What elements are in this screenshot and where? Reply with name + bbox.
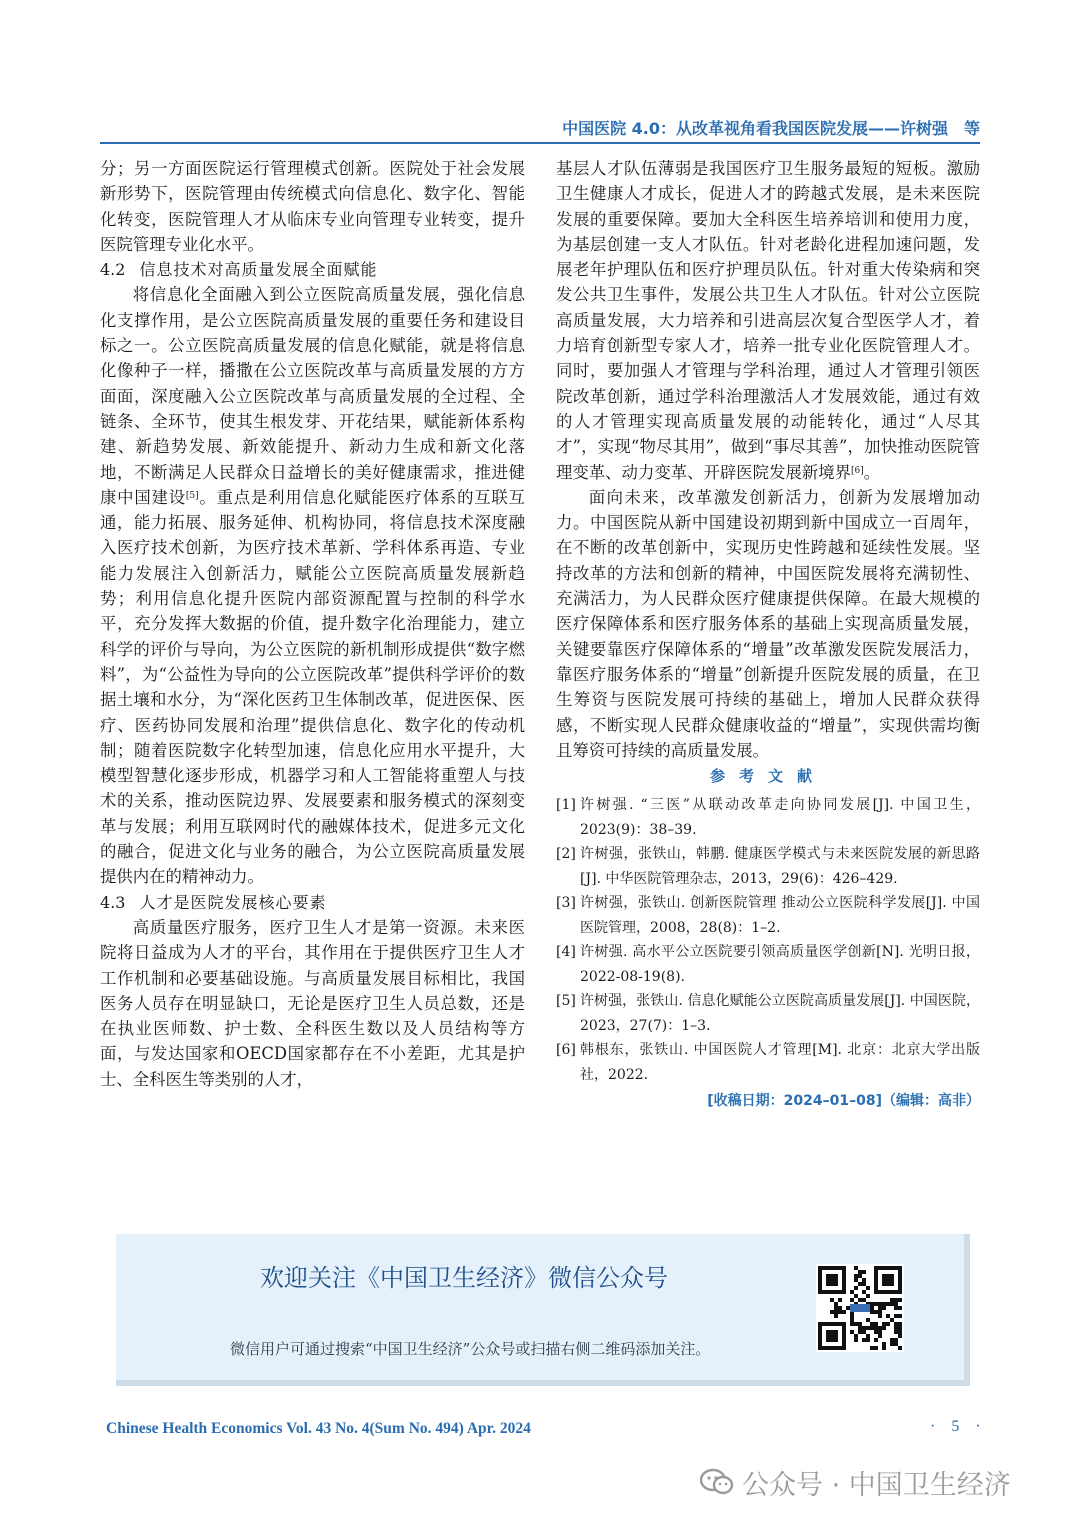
- reference-number: [3]: [556, 895, 576, 912]
- reference-item: [556, 891, 980, 940]
- reference-text: 许树强，张铁山. 创新医院管理 推动公立医院科学发展[J]. 中国医院管理，2008，28(8)：1–2.: [580, 895, 980, 936]
- reference-number: [6]: [556, 1042, 576, 1059]
- reference-text: 许树强，张铁山. 信息化赋能公立医院高质量发展[J]. 中国医院，2023，27(7)：1–3.: [580, 993, 980, 1034]
- wechat-promo-box: [116, 1234, 970, 1386]
- right-column: [556, 156, 980, 1113]
- reference-text: 许树强，张铁山，韩鹏. 健康医学模式与未来医院发展的新思路[J]. 中华医院管理杂志，2013，29(6)：426–429.: [580, 846, 980, 887]
- reference-text: 许树强. “三医”从联动改革走向协同发展[J]. 中国卫生，2023(9)：38–39.: [580, 797, 980, 838]
- paragraph-text: 。重点是利用信息化赋能医疗体系的互联互通，能力拓展、服务延伸、机构协同，将信息技术深度融入医疗技术创新，为医疗技术革新、学科体系再造、专业能力发展注入创新活力，赋能公立医院高质量发展新趋势；利用信息化提升医院内部资源配置与控制的科学水平，充分发挥大数据的价值，提升数字化治理能力，建立科学的评价与导向，为公立医院的新机制形成提供“数字燃料”，为“公益性为导向的公立医院改革”提供科学评价的数据土壤和水分，为“深化医药卫生体制改革，促进医保、医疗、医药协同发展和治理”提供信息化、数字化的传动机制；随着医院数字化转型加速，信息化应用水平提升，大模型智慧化逐步形成，机器学习和人工智能将重塑人与技术的关系，推动医院边界、发展要素和服务模式的深刻变革与发展；利用互联网时代的融媒体技术，促进多元文化的融合，促进文化与业务的融合，为公立医院高质量发展提供内在的精神动力。: [100, 487, 526, 887]
- reference-item: [556, 989, 980, 1038]
- reference-item: [556, 940, 980, 989]
- reference-text: 韩根东，张铁山. 中国医院人才管理[M]. 北京：北京大学出版社，2022.: [580, 1042, 980, 1083]
- citation-ref[interactable]: [5]: [185, 490, 199, 501]
- section-number: 4.2: [100, 260, 126, 280]
- footer-journal-info: Chinese Health Economics Vol. 43 No. 4(Sum No. 494) Apr. 2024: [106, 1420, 531, 1437]
- paragraph: [556, 156, 980, 485]
- qr-code-icon[interactable]: [816, 1264, 904, 1352]
- section-number: 4.3: [100, 892, 126, 912]
- paragraph-text: 将信息化全面融入到公立医院高质量发展，强化信息化支撑作用，是公立医院高质量发展的重要任务和建设目标之一。公立医院高质量发展的信息化赋能，就是将信息化像种子一样，播撒在公立医院改革与高质量发展的方方面面，深度融入公立医院改革与高质量发展的全过程、全链条、全环节，使其生根发芽、开花结果，赋能新体系构建、新趋势发展、新效能提升、新动力生成和新文化落地，不断满足人民群众日益增长的美好健康需求，推进健康中国建设: [100, 285, 525, 507]
- section-title: 人才是医院发展核心要素: [139, 892, 327, 912]
- paragraph: 面向未来，改革激发创新活力，创新为发展增加动力。中国医院从新中国建设初期到新中国成立一百周年，在不断的改革创新中，实现历史性跨越和延续性发展。坚持改革的方法和创新的精神，中国医院发展将充满韧性、充满活力，为人民群众医疗健康提供保障。在最大规模的医疗保障体系和医疗服务体系的基础上实现高质量发展，关键要靠医疗保障体系的“增量”改革激发医院发展活力，靠医疗服务体系的“增量”创新提升医院发展的质量，在卫生筹资与医院发展可持续的基础上，增加人民群众获得感，不断实现人民群众健康收益的“增量”，实现供需均衡且筹资可持续的高质量发展。: [556, 487, 980, 760]
- section-title: 信息技术对高质量发展全面赋能: [139, 260, 378, 280]
- watermark-text: 公众号 · 中国卫生经济: [742, 1469, 1011, 1501]
- paragraph: 高质量医疗服务，医疗卫生人才是第一资源。未来医院将日益成为人才的平台，其作用在于提供医疗卫生人才工作机制和必要基础设施。与高质量发展目标相比，我国医务人员存在明显缺口，无论是医疗卫生人员总数，还是在执业医师数、护士数、全科医生数以及人员结构等方面，与发达国家和OECD国家都存在不小差距，尤其是护士、全科医生等类别的人才，: [100, 917, 525, 1089]
- reference-text: 许树强. 高水平公立医院要引领高质量医学创新[N]. 光明日报，2022-08-19(8).: [580, 944, 980, 985]
- reference-number: [2]: [556, 846, 576, 863]
- left-column: [100, 156, 525, 1092]
- running-head: 中国医院 4.0：从改革视角看我国医院发展——许树强 等: [562, 119, 980, 138]
- header-rule: [100, 142, 980, 144]
- reference-list: [556, 793, 980, 1087]
- wechat-promo-title: 欢迎关注《中国卫生经济》微信公众号: [260, 1264, 668, 1292]
- references-title: 参考文献: [709, 767, 826, 786]
- reference-number: [1]: [556, 797, 576, 814]
- watermark: [700, 1462, 1011, 1502]
- received-date: [收稿日期：2024–01–08]（编辑：高非）: [707, 1093, 980, 1110]
- reference-number: [5]: [556, 993, 576, 1010]
- wechat-icon: [700, 1468, 734, 1496]
- reference-number: [4]: [556, 944, 576, 961]
- paragraph: 分；另一方面医院运行管理模式创新。医院处于社会发展新形势下，医院管理由传统模式向信息化、数字化、智能化转变，医院管理人才从临床专业向管理专业转变，提升医院管理专业化水平。: [100, 159, 525, 254]
- paragraph: [100, 282, 525, 889]
- paragraph-text: 。: [863, 462, 881, 482]
- section-heading-4-3: [100, 890, 525, 915]
- paragraph-text: 基层人才队伍薄弱是我国医疗卫生服务最短的短板。激励卫生健康人才成长，促进人才的跨越式发展，是未来医院发展的重要保障。要加大全科医生培养培训和使用力度，为基层创建一支人才队伍。针对老龄化进程加速问题，发展老年护理队伍和医疗护理员队伍。针对重大传染病和突发公共卫生事件，发展公共卫生人才队伍。针对公立医院高质量发展，大力培养和引进高层次复合型医学人才，着力培育创新型专家人才，培养一批专业化医院管理人才。同时，要加强人才管理与学科治理，通过人才管理引领医院改革创新，通过学科治理激活人才发展效能，通过有效的人才管理实现高质量发展的动能转化，通过“人尽其才”，实现“物尽其用”，做到“事尽其善”，加快推动医院管理变革、动力变革、开辟医院发展新境界: [556, 159, 980, 482]
- reference-item: [556, 842, 980, 891]
- section-heading-4-2: [100, 257, 525, 282]
- wechat-promo-description: 微信用户可通过搜索“中国卫生经济”公众号或扫描右侧二维码添加关注。: [230, 1340, 711, 1358]
- page-number: · 5 ·: [930, 1418, 987, 1435]
- citation-ref[interactable]: [6]: [851, 465, 864, 476]
- reference-item: [556, 1038, 980, 1087]
- reference-item: [556, 793, 980, 842]
